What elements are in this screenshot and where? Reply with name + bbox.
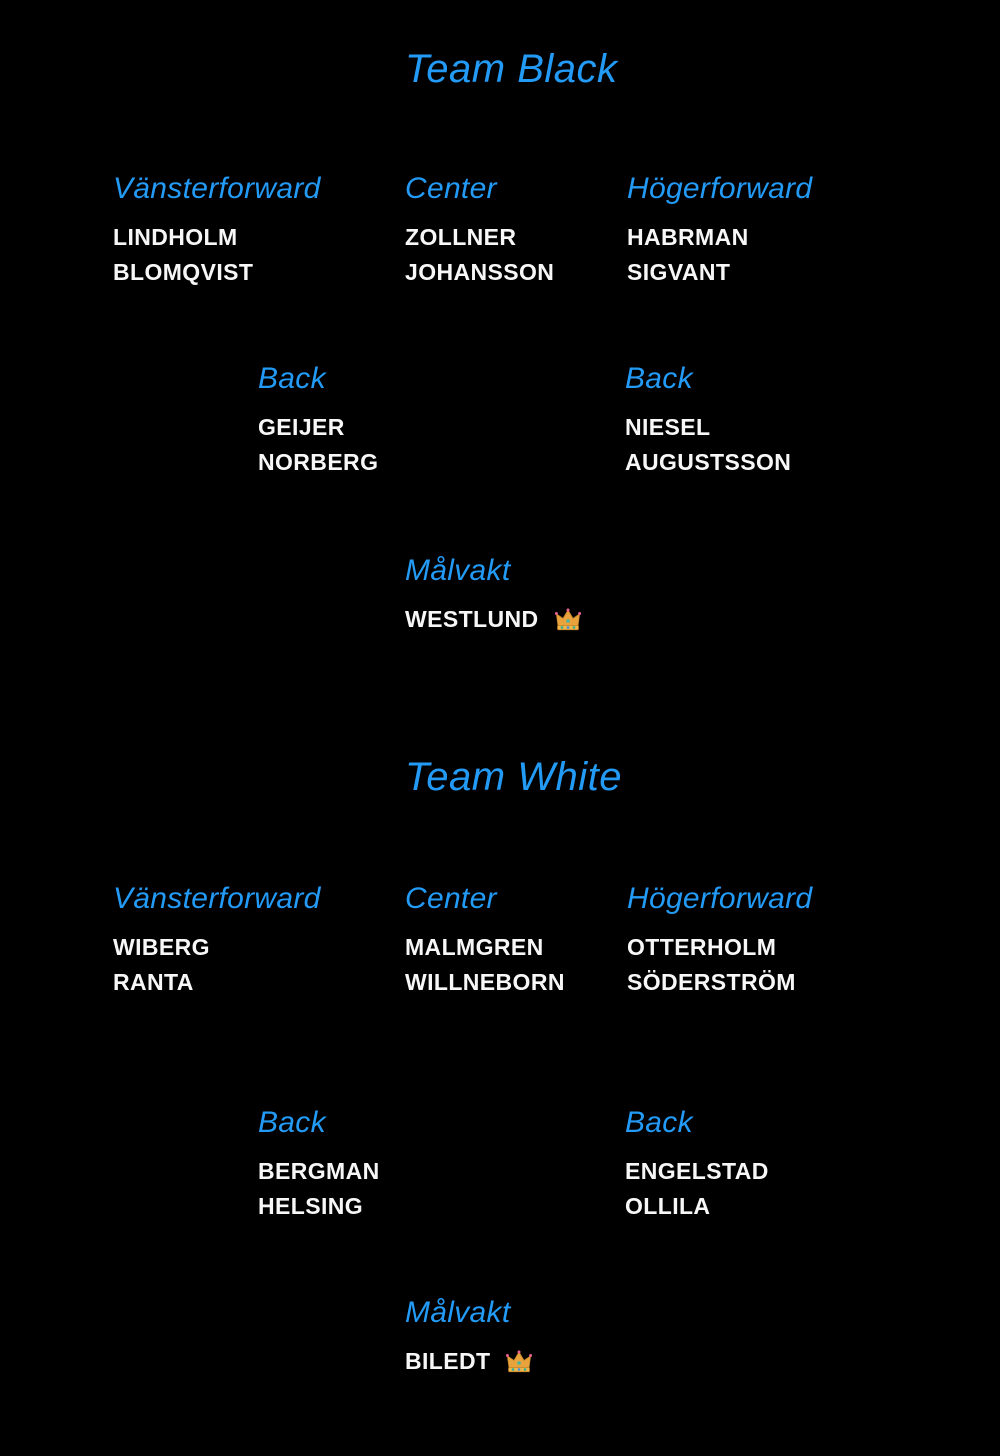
player-name: WILLNEBORN bbox=[405, 969, 565, 995]
crown-icon bbox=[506, 1350, 532, 1374]
player-name: ENGELSTAD bbox=[625, 1158, 769, 1184]
position-block-left-back bbox=[258, 1104, 380, 1224]
player-name: SIGVANT bbox=[627, 259, 731, 285]
position-block-right-forward bbox=[627, 170, 812, 290]
position-heading: Målvakt bbox=[405, 554, 511, 587]
position-block-center bbox=[405, 880, 565, 1000]
player-name: LINDHOLM bbox=[113, 224, 238, 250]
player-name: WESTLUND bbox=[405, 606, 539, 632]
player-name: SÖDERSTRÖM bbox=[627, 969, 796, 995]
position-block-center bbox=[405, 170, 554, 290]
player-name: RANTA bbox=[113, 969, 194, 995]
position-block-right-back bbox=[625, 1104, 769, 1224]
position-block-right-back bbox=[625, 360, 791, 480]
player-name: WIBERG bbox=[113, 934, 210, 960]
player-name: HELSING bbox=[258, 1193, 364, 1219]
position-block-goalkeeper bbox=[405, 1294, 532, 1379]
position-heading: Målvakt bbox=[405, 1296, 511, 1329]
player-name: OTTERHOLM bbox=[627, 934, 777, 960]
player-name: BILEDT bbox=[405, 1348, 491, 1374]
team-title: Team White bbox=[405, 755, 622, 799]
position-block-left-forward bbox=[113, 880, 321, 1000]
position-heading: Högerforward bbox=[627, 172, 813, 205]
position-heading: Center bbox=[405, 172, 497, 205]
position-heading: Back bbox=[625, 1106, 693, 1139]
player-name: AUGUSTSSON bbox=[625, 449, 792, 475]
goalkeeper-row bbox=[405, 1344, 532, 1379]
position-block-left-back bbox=[258, 360, 378, 480]
position-block-right-forward bbox=[627, 880, 812, 1000]
position-heading: Back bbox=[258, 1106, 326, 1139]
player-name: ZOLLNER bbox=[405, 224, 517, 250]
position-heading: Center bbox=[405, 882, 497, 915]
player-name: HABRMAN bbox=[627, 224, 749, 250]
player-name: MALMGREN bbox=[405, 934, 544, 960]
goalkeeper-row bbox=[405, 602, 581, 637]
position-heading: Back bbox=[625, 362, 693, 395]
player-name: BLOMQVIST bbox=[113, 259, 254, 285]
player-name: NORBERG bbox=[258, 449, 379, 475]
crown-icon bbox=[555, 608, 581, 632]
team-title: Team Black bbox=[405, 47, 618, 91]
position-heading: Högerforward bbox=[627, 882, 813, 915]
position-heading: Back bbox=[258, 362, 326, 395]
position-heading: Vänsterforward bbox=[113, 882, 321, 915]
position-heading: Vänsterforward bbox=[113, 172, 321, 205]
player-name: GEIJER bbox=[258, 414, 345, 440]
player-name: OLLILA bbox=[625, 1193, 711, 1219]
position-block-goalkeeper bbox=[405, 552, 581, 637]
player-name: NIESEL bbox=[625, 414, 711, 440]
player-name: JOHANSSON bbox=[405, 259, 555, 285]
position-block-left-forward bbox=[113, 170, 321, 290]
player-name: BERGMAN bbox=[258, 1158, 380, 1184]
